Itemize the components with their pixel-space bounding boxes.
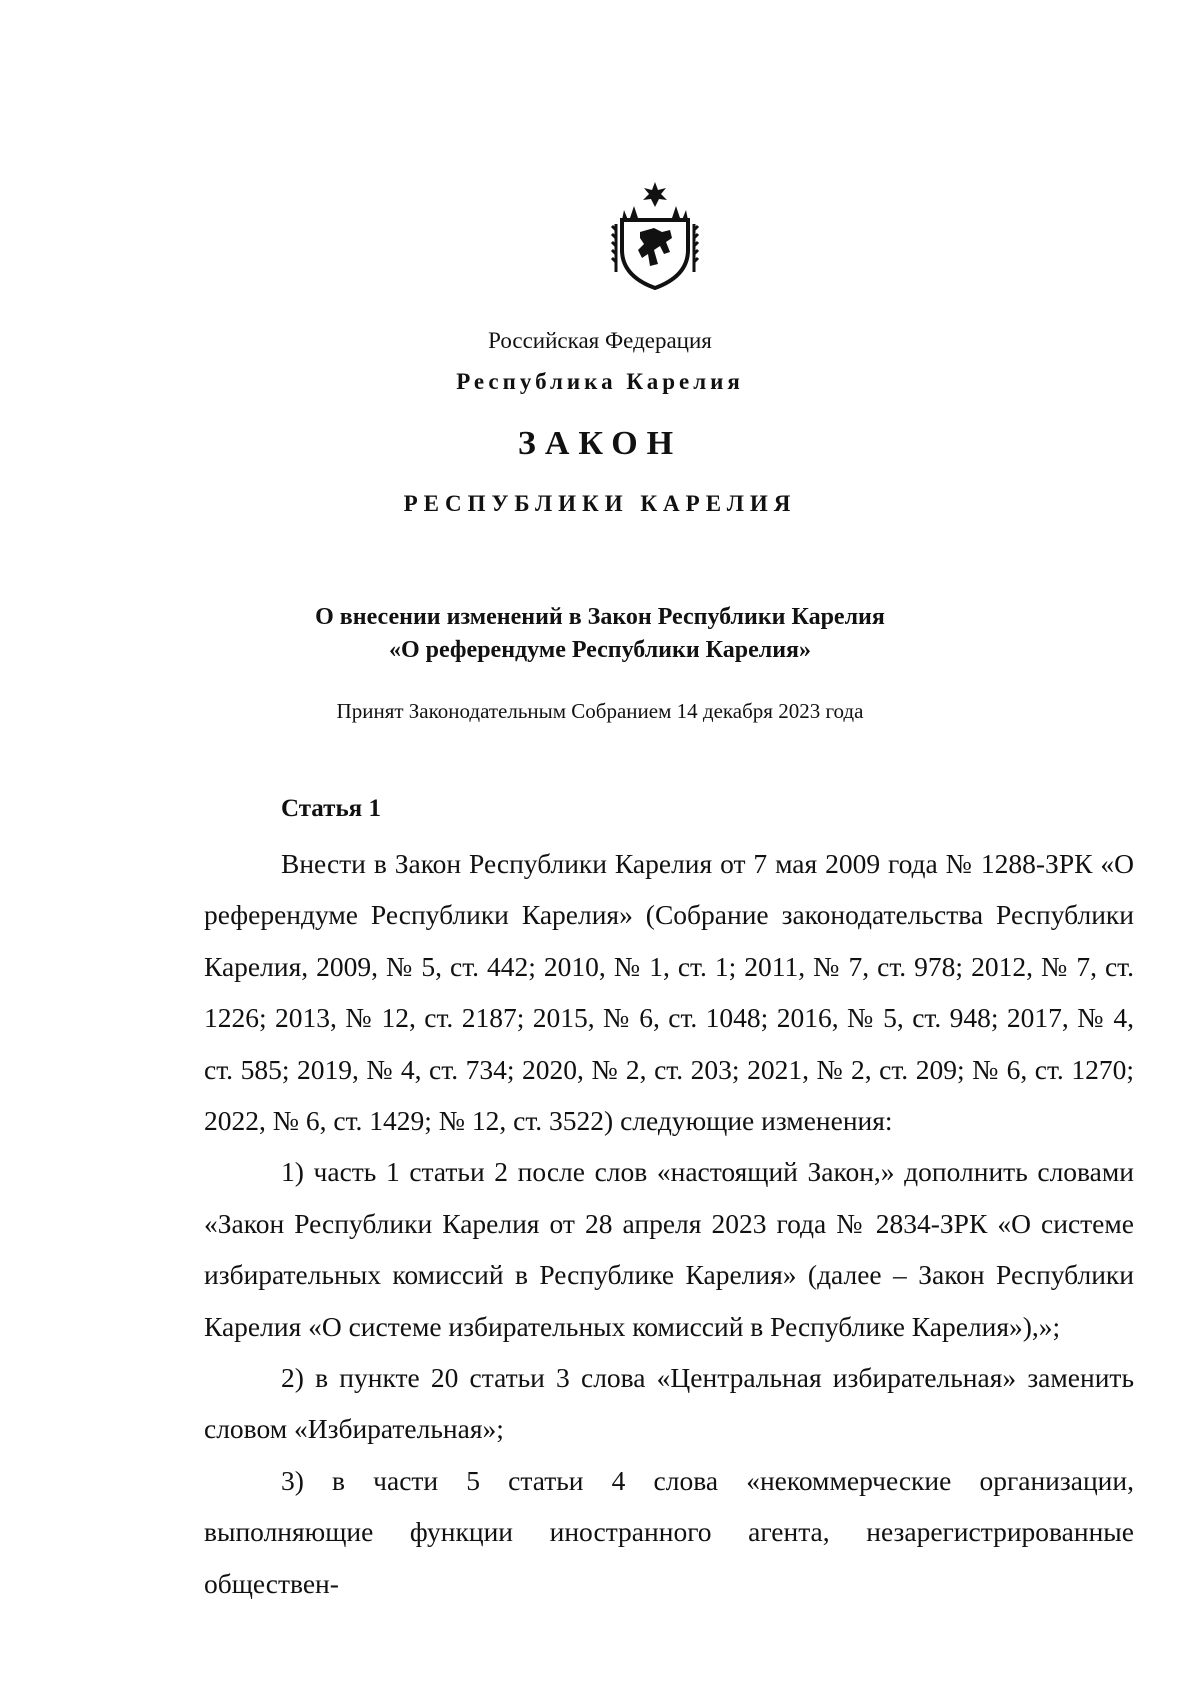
law-title xyxy=(0,601,1200,667)
karelia-coat-of-arms-icon xyxy=(610,180,700,290)
adoption-note: Принят Законодательным Собранием 14 декабря 2023 года xyxy=(336,699,864,723)
header-of-republic: РЕСПУБЛИКИ КАРЕЛИЯ xyxy=(403,491,797,516)
article-paragraph: Внести в Закон Республики Карелия от 7 мая 2009 года № 1288-ЗРК «О референдуме Республики Карелия» (Собрание законодательства Республики Карелия, 2009, № 5, ст. 442; 2010, № 1, ст. 1; 2011, № 7, ст. 978; 2012, № 7, ст. 1226; 2013, № 12, ст. 2187; 2015, № 6, ст. 1048; 2016, № 5, ст. 948; 2017, № 4, ст. 585; 2019, № 4, ст. 734; 2020, № 2, ст. 203; 2021, № 2, ст. 209; № 6, ст. 1270; 2022, № 6, ст. 1429; № 12, ст. 3522) следующие изменения: xyxy=(204,848,1134,1137)
article-paragraph: 1) часть 1 статьи 2 после слов «настоящий Закон,» дополнить словами «Закон Республики Карелия от 28 апреля 2023 года № 2834-ЗРК «О системе избирательных комиссий в Республике Карелия» (далее – Закон Республики Карелия «О системе избирательных комиссий в Республике Карелия»),»; xyxy=(204,1156,1134,1342)
article-paragraph: 2) в пункте 20 статьи 3 слова «Центральная избирательная» заменить словом «Избирательная»; xyxy=(204,1362,1134,1445)
header-federation: Российская Федерация xyxy=(488,328,712,353)
law-title-line-2: «О референдуме Республики Карелия» xyxy=(388,637,812,663)
article-body xyxy=(204,838,1134,1609)
article-paragraph: 3) в части 5 статьи 4 слова «некоммерческие организации, выполняющие функции иностранного агента, незарегистрированные обществен- xyxy=(204,1464,1134,1599)
article-heading: Статья 1 xyxy=(281,795,381,822)
header-law-word: ЗАКОН xyxy=(517,425,683,462)
law-title-line-1: О внесении изменений в Закон Республики Карелия xyxy=(315,604,885,630)
header-republic: Республика Карелия xyxy=(456,369,744,394)
